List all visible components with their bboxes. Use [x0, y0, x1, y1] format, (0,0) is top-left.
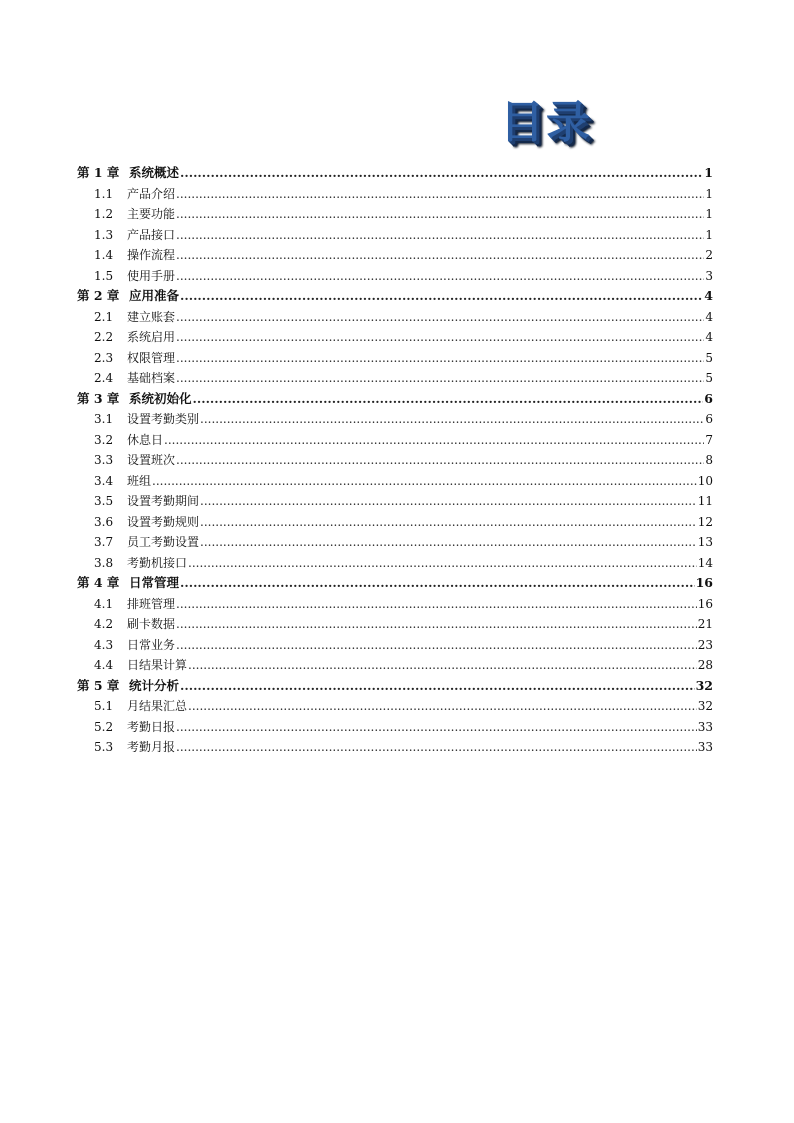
toc-section-entry[interactable] — [77, 532, 713, 553]
toc-page-number: 7 — [705, 432, 713, 447]
toc-section-entry[interactable] — [77, 491, 713, 512]
toc-page-number: 1 — [705, 227, 713, 242]
toc-section-entry[interactable] — [77, 696, 713, 717]
toc-page-number: 3 — [705, 268, 713, 283]
toc-entry-title: 日常管理 — [129, 575, 180, 590]
toc-entry-title: 考勤月报 — [127, 740, 176, 754]
toc-entry-number: 3.6 — [94, 514, 114, 529]
toc-entry-title: 设置考勤期间 — [127, 494, 200, 508]
toc-entry-number: 1.2 — [94, 207, 114, 221]
toc-entry-title: 权限管理 — [127, 350, 176, 365]
toc-entry-title: 建立账套 — [127, 309, 176, 324]
toc-entry-title: 主要功能 — [127, 207, 176, 221]
toc-entry-number: 4.2 — [94, 617, 114, 631]
toc-page-number: 33 — [697, 719, 713, 734]
toc-entry-number: 3.5 — [94, 494, 114, 508]
toc-leader-dots — [180, 163, 703, 184]
toc-entry-number: 第 4 章 — [77, 575, 120, 590]
toc-leader-dots — [176, 184, 704, 205]
toc-entry-number: 4.3 — [94, 637, 114, 652]
toc-section-entry[interactable] — [77, 327, 713, 348]
toc-entry-number: 3.8 — [94, 555, 114, 570]
toc-entry-number: 1.3 — [94, 227, 114, 242]
toc-entry-title: 系统初始化 — [129, 390, 192, 406]
toc-entry-number: 3.3 — [94, 453, 114, 467]
toc-entry-title: 产品介绍 — [127, 186, 176, 201]
toc-section-entry[interactable] — [77, 594, 713, 615]
toc-entry-number: 第 3 章 — [77, 390, 120, 406]
toc-entry-number: 3.1 — [94, 412, 114, 426]
toc-leader-dots — [180, 573, 695, 594]
toc-entry-number: 1.1 — [94, 186, 114, 201]
toc-page-number: 28 — [697, 658, 713, 672]
toc-leader-dots — [176, 307, 704, 328]
toc-entry-number: 第 5 章 — [77, 677, 120, 693]
toc-page-number: 13 — [697, 535, 713, 549]
toc-section-entry[interactable] — [77, 307, 713, 328]
toc-chapter-entry[interactable] — [77, 286, 713, 307]
toc-entry-number: 5.1 — [94, 699, 114, 713]
toc-leader-dots — [176, 737, 697, 758]
toc-entry-title: 统计分析 — [129, 677, 180, 693]
toc-section-entry[interactable] — [77, 430, 713, 451]
toc-section-entry[interactable] — [77, 184, 713, 205]
toc-entry-title: 日常业务 — [127, 637, 176, 652]
toc-entry-number: 第 1 章 — [77, 165, 120, 180]
toc-leader-dots — [188, 655, 697, 676]
toc-entry-title: 系统启用 — [127, 330, 176, 344]
toc-page-number: 14 — [697, 555, 713, 570]
toc-section-entry[interactable] — [77, 635, 713, 656]
toc-entry-number: 3.4 — [94, 473, 114, 488]
toc-entry-title: 班组 — [127, 473, 152, 488]
toc-chapter-entry[interactable] — [77, 676, 713, 697]
toc-leader-dots — [200, 512, 697, 533]
toc-entry-title: 设置班次 — [127, 453, 176, 467]
toc-entry-title: 设置考勤规则 — [127, 514, 200, 529]
toc-section-entry[interactable] — [77, 512, 713, 533]
toc-entry-number: 3.7 — [94, 535, 114, 549]
toc-entry-title: 应用准备 — [129, 288, 180, 303]
toc-entry-number: 2.2 — [94, 330, 114, 344]
toc-leader-dots — [176, 266, 704, 287]
toc-section-entry[interactable] — [77, 655, 713, 676]
toc-leader-dots — [152, 471, 697, 492]
toc-page-number: 5 — [705, 371, 713, 385]
toc-entry-number: 5.3 — [94, 740, 114, 754]
toc-page-number: 12 — [697, 514, 713, 529]
toc-leader-dots — [200, 491, 697, 512]
toc-page-number: 11 — [697, 494, 713, 508]
toc-page-number: 33 — [697, 740, 713, 754]
toc-page-number: 4 — [705, 330, 713, 344]
toc-page-number: 23 — [697, 637, 713, 652]
toc-entry-number: 1.4 — [94, 248, 114, 262]
toc-leader-dots — [164, 430, 704, 451]
toc-leader-dots — [176, 327, 704, 348]
toc-entry-title: 考勤机接口 — [127, 555, 188, 570]
toc-entry-title: 产品接口 — [127, 227, 176, 242]
toc-entry-title: 基础档案 — [127, 371, 176, 385]
toc-entry-title: 休息日 — [127, 432, 164, 447]
toc-entry-number: 第 2 章 — [77, 288, 120, 303]
toc-page-number: 1 — [705, 186, 713, 201]
toc-leader-dots — [200, 532, 697, 553]
toc-entry-title: 排班管理 — [127, 596, 176, 611]
toc-page-number: 6 — [704, 390, 713, 406]
toc-leader-dots — [176, 450, 704, 471]
toc-page-number: 4 — [704, 288, 713, 303]
toc-leader-dots — [180, 676, 695, 697]
toc-page-number: 1 — [704, 165, 713, 180]
toc-leader-dots — [176, 717, 697, 738]
toc-section-entry[interactable] — [77, 225, 713, 246]
toc-section-entry[interactable] — [77, 409, 713, 430]
toc-page-number: 16 — [695, 575, 713, 590]
toc-page-number: 2 — [705, 248, 713, 262]
toc-entry-title: 月结果汇总 — [127, 699, 188, 713]
toc-leader-dots — [200, 409, 704, 430]
toc-section-entry[interactable] — [77, 348, 713, 369]
toc-page-number: 8 — [705, 453, 713, 467]
toc-page-number: 32 — [697, 699, 713, 713]
toc-section-entry[interactable] — [77, 737, 713, 758]
toc-entry-title: 刷卡数据 — [127, 617, 176, 631]
toc-entry-number: 1.5 — [94, 268, 114, 283]
toc-entry-title: 使用手册 — [127, 268, 176, 283]
toc-entry-title: 系统概述 — [129, 165, 180, 180]
page-title: 目录 — [500, 97, 592, 148]
toc-entry-number: 2.3 — [94, 350, 114, 365]
toc-page-number: 1 — [705, 207, 713, 221]
toc-leader-dots — [176, 245, 704, 266]
toc-entry-number: 2.1 — [94, 309, 114, 324]
toc-leader-dots — [180, 286, 703, 307]
toc-leader-dots — [193, 389, 704, 410]
table-of-contents — [77, 163, 713, 758]
toc-entry-number: 3.2 — [94, 432, 114, 447]
toc-page-number: 10 — [697, 473, 713, 488]
toc-entry-number: 2.4 — [94, 371, 114, 385]
toc-entry-title: 设置考勤类别 — [127, 412, 200, 426]
toc-page-number: 32 — [695, 677, 713, 693]
toc-leader-dots — [176, 204, 704, 225]
toc-chapter-entry[interactable] — [77, 389, 713, 410]
toc-page-number: 21 — [697, 617, 713, 631]
toc-entry-number: 4.4 — [94, 658, 114, 672]
toc-section-entry[interactable] — [77, 614, 713, 635]
toc-leader-dots — [176, 368, 704, 389]
toc-chapter-entry[interactable] — [77, 163, 713, 184]
toc-leader-dots — [176, 594, 697, 615]
toc-section-entry[interactable] — [77, 717, 713, 738]
toc-entry-number: 5.2 — [94, 719, 114, 734]
toc-leader-dots — [176, 635, 697, 656]
toc-section-entry[interactable] — [77, 368, 713, 389]
toc-page-number: 4 — [705, 309, 713, 324]
toc-entry-title: 日结果计算 — [127, 658, 188, 672]
toc-leader-dots — [176, 614, 697, 635]
toc-leader-dots — [188, 696, 697, 717]
toc-section-entry[interactable] — [77, 204, 713, 225]
toc-entry-title: 员工考勤设置 — [127, 535, 200, 549]
toc-leader-dots — [176, 348, 704, 369]
toc-section-entry[interactable] — [77, 266, 713, 287]
toc-entry-title: 考勤日报 — [127, 719, 176, 734]
toc-section-entry[interactable] — [77, 471, 713, 492]
toc-entry-number: 4.1 — [94, 596, 114, 611]
toc-page-number: 16 — [697, 596, 713, 611]
toc-section-entry[interactable] — [77, 553, 713, 574]
toc-entry-title: 操作流程 — [127, 248, 176, 262]
toc-leader-dots — [188, 553, 697, 574]
toc-leader-dots — [176, 225, 704, 246]
toc-chapter-entry[interactable] — [77, 573, 713, 594]
toc-section-entry[interactable] — [77, 450, 713, 471]
toc-page-number: 5 — [705, 350, 713, 365]
toc-section-entry[interactable] — [77, 245, 713, 266]
toc-page-number: 6 — [705, 412, 713, 426]
